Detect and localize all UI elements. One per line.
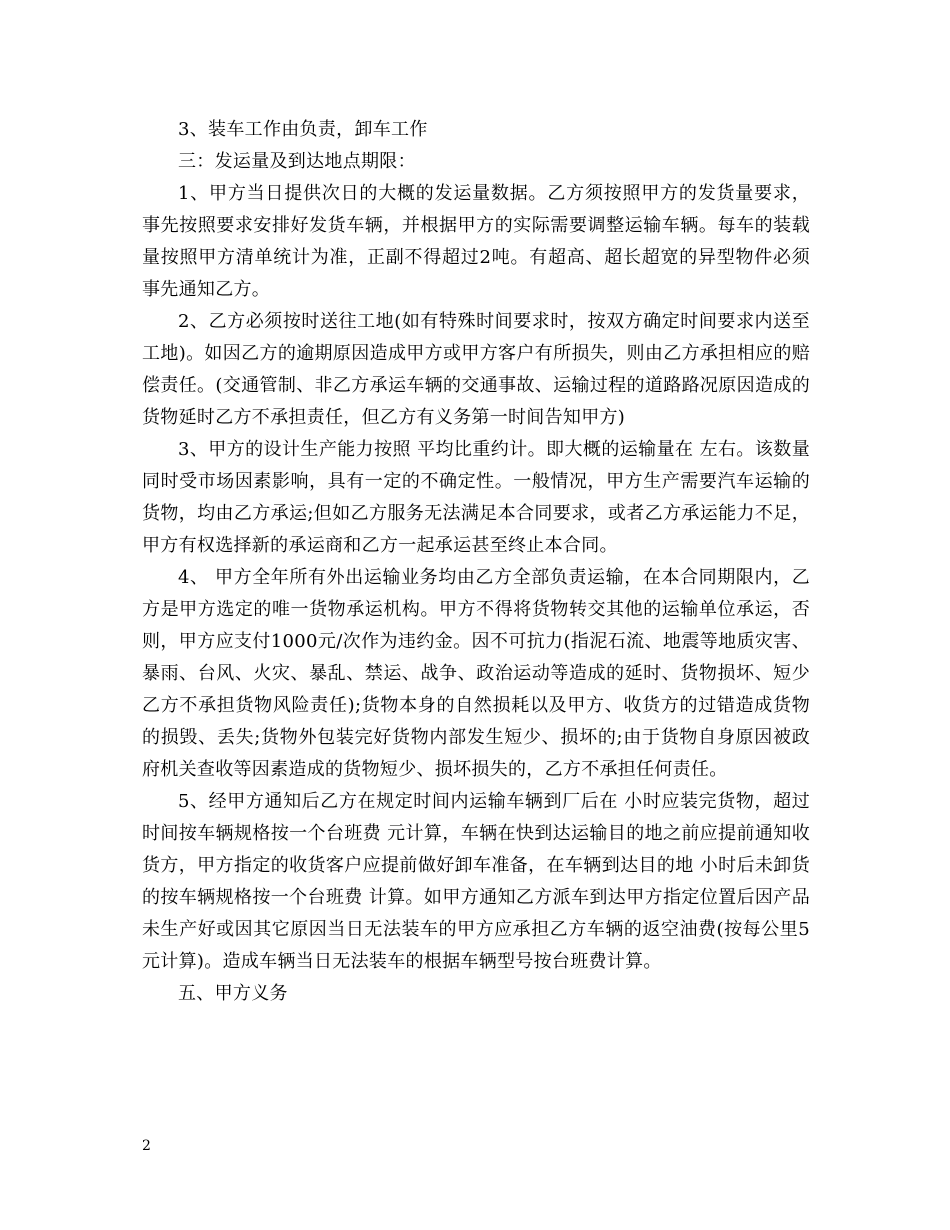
paragraph-clause-3: 3、甲方的设计生产能力按照 平均比重约计。即大概的运输量在 左右。该数量同时受市场因素影响，具有一定的不确定性。一般情况，甲方生产需要汽车运输的货物，均由乙方承运;但如乙方服务无法满足本合同要求，或者乙方承运能力不足，甲方有权选择新的承运商和乙方一起承运甚至终止本合同。: [142, 439, 810, 556]
paragraph-clause-2: 2、乙方必须按时送往工地(如有特殊时间要求时，按双方确定时间要求内送至工地)。如因乙方的逾期原因造成甲方或甲方客户有所损失，则由乙方承担相应的赔偿责任。(交通管制、非乙方承运车辆的交通事故、运输过程的道路路况原因造成的货物延时乙方不承担责任，但乙方有义务第一时间告知甲方): [142, 311, 810, 428]
document-body: [142, 114, 810, 1010]
section-heading-shipment-volume: 三：发运量及到达地点期限：: [178, 151, 416, 172]
page-number: 2: [142, 1138, 151, 1154]
paragraph-clause-4: 4、 甲方全年所有外出运输业务均由乙方全部负责运输，在本合同期限内，乙方是甲方选定的唯一货物承运机构。甲方不得将货物转交其他的运输单位承运，否则，甲方应支付1000元/次作为违约金。因不可抗力(指泥石流、地震等地质灾害、暴雨、台风、火灾、暴乱、禁运、战争、政治运动等造成的延时、货物损坏、短少乙方不承担货物风险责任);货物本身的自然损耗以及甲方、收货方的过错造成货物的损毁、丢失;货物外包装完好货物内部发生短少、损坏的;由于货物自身原因被政府机关查收等因素造成的货物短少、损坏损失的，乙方不承担任何责任。: [142, 567, 810, 780]
section-heading-party-a-obligations: 五、甲方义务: [178, 983, 288, 1004]
paragraph-clause-1: 1、甲方当日提供次日的大概的发运量数据。乙方须按照甲方的发货量要求，事先按照要求安排好发货车辆，并根据甲方的实际需要调整运输车辆。每车的装载量按照甲方清单统计为准，正副不得超过2吨。有超高、超长超宽的异型物件必须事先通知乙方。: [142, 183, 810, 300]
paragraph-clause-5: 5、经甲方通知后乙方在规定时间内运输车辆到厂后在 小时应装完货物，超过时间按车辆规格按一个台班费 元计算，车辆在快到达运输目的地之前应提前通知收货方，甲方指定的收货客户应提前做好卸车准备，在车辆到达目的地 小时后未卸货的按车辆规格按一个台班费 计算。如甲方通知乙方派车到达甲方指定位置后因产品未生产好或因其它原因当日无法装车的甲方应承担乙方车辆的返空油费(按每公里5元计算)。造成车辆当日无法装车的根据车辆型号按台班费计算。: [142, 791, 810, 972]
paragraph-loading-duty: 3、装车工作由负责，卸车工作: [178, 119, 428, 140]
